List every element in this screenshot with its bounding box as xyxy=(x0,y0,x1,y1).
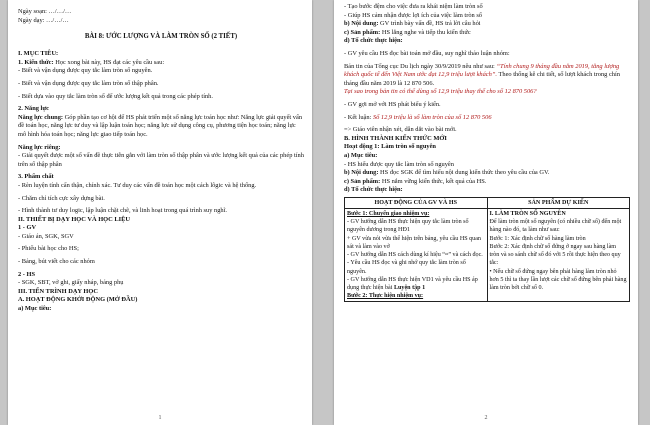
activity-content xyxy=(344,169,630,178)
activity-item: - GV hướng dẫn HS thực hiện quy tắc làm tròn số nguyên dương trong HĐ1 xyxy=(347,219,469,234)
quality-item: - Rèn luyện tính cẩn thận, chính xác. Tư duy các vấn đề toán học một cách lôgic và hệ thống. xyxy=(18,181,257,189)
knowledge-item: - Biết dựa vào quy tắc làm tròn số để ước lượng kết quả trong các phép tính. xyxy=(18,92,213,100)
goal-item: - Giúp HS cảm nhận được lợi ích của việc làm tròn số xyxy=(344,11,483,19)
section-process: III. TIẾN TRÌNH DẠY HỌC xyxy=(18,287,98,295)
table-header-activity: HOẠT ĐỘNG CỦA GV VÀ HS xyxy=(345,197,488,208)
competence-heading: 2. Năng lực xyxy=(18,105,49,113)
general-competence xyxy=(18,114,304,140)
activity-title: Hoạt động 1: Làm tròn số nguyên xyxy=(344,143,436,151)
activity-item: - Yêu cầu HS đọc và ghi nhớ quy tắc làm tròn số nguyên. xyxy=(347,260,466,275)
product-intro: Để làm tròn một số nguyên (có nhiều chữ số) đến một hàng nào đó, ta làm như sau: xyxy=(489,219,622,234)
step-hint: - GV gợi mở với HS phát biểu ý kiến. xyxy=(344,100,441,108)
hs-item: - SGK, SBT, vở ghi, giấy nháp, bảng phụ xyxy=(18,279,124,287)
activity-item-text: - GV hướng dẫn HS thực hiện VD1 và yêu cầu HS áp dụng thực hiện bài xyxy=(347,276,478,291)
general-label: Năng lực chung: xyxy=(18,113,64,121)
quote-pre: Bản tin của Tổng cục Du lịch ngày 30/9/2019 nêu như sau: xyxy=(344,62,497,70)
goal-label: a) Mục tiêu: xyxy=(18,305,52,313)
quality-item: - Hình thành tư duy logic, lập luận chặt chẽ, và linh hoạt trong quá trình suy nghĩ. xyxy=(18,207,227,215)
product-text: HS lắng nghe và tiếp thu kiến thức xyxy=(380,28,471,36)
prep-date-line: Ngày soạn: …/…/… xyxy=(18,8,72,15)
activity-item: + GV vừa nói vừa thể hiện trên bảng, yêu cầu HS quan sát và làm vào vở xyxy=(347,235,481,250)
activity-product xyxy=(344,178,630,187)
conclusion-label: - Kết luận: xyxy=(344,113,373,121)
knowledge-label: 1. Kiến thức: xyxy=(18,58,54,66)
document-page-1 xyxy=(8,0,312,425)
specific-item: - Giải quyết được một số vấn đề thực tiễn gắn với làm tròn số thập phân và ước lượng kết quả của các phép tính trên số thập phân xyxy=(18,152,304,168)
step2-label: Bước 2: Thực hiện nhiệm vụ: xyxy=(347,293,424,300)
product-cell xyxy=(487,209,630,302)
teacher-remark: => Giáo viên nhận xét, dẫn dắt vào bài mới. xyxy=(344,126,457,134)
section-equipment: II. THIẾT BỊ DẠY HỌC VÀ HỌC LIỆU xyxy=(18,215,130,223)
hs-heading: 2 - HS xyxy=(18,270,36,278)
document-page-2 xyxy=(334,0,638,425)
section-objectives: I. MỤC TIÊU: xyxy=(18,50,59,58)
product-step: • Nếu chữ số đứng ngay bên phải hàng làm tròn nhỏ hơn 5 thì ta thay lần lượt các chữ số đứng bên phải hàng làm tròn bởi chữ số 0. xyxy=(489,268,627,291)
lesson-title: BÀI 8: ƯỚC LƯỢNG VÀ LÀM TRÒN SỐ (2 TIẾT) xyxy=(84,33,238,41)
table-row xyxy=(345,209,630,302)
knowledge-text: Học xong bài này, HS đạt các yêu cầu sau: xyxy=(53,58,165,66)
activity-item-practice xyxy=(347,276,485,292)
activity-cell xyxy=(345,209,488,302)
goal-item: - Tạo bước đệm cho việc đưa ra khái niệm làm tròn số xyxy=(344,3,483,10)
activity-product-label: c) Sản phẩm: xyxy=(344,177,381,185)
activity-org-label: d) Tổ chức thực hiện: xyxy=(344,186,403,194)
knowledge-item: - Biết và vận dụng được quy tắc làm tròn số thập phân. xyxy=(18,79,159,87)
activity-product-text: HS nắm vững kiến thức, kết quả của HS. xyxy=(380,177,487,185)
content-label: b) Nội dung: xyxy=(344,20,379,28)
page-number: 2 xyxy=(484,415,488,421)
table-header-row xyxy=(345,197,630,208)
general-text: Góp phần tạo cơ hội để HS phát triển một số năng lực toán học như: Năng lực giải quyết vấn đề toán học, năng lực tư duy và lập luận toán học; năng lực sử dụng công cụ, phương tiện học toán; năng lực mô hình hóa toán học; năng lực giao tiếp toán học. xyxy=(18,113,303,138)
practice-label: Luyện tập 1 xyxy=(393,284,426,291)
specific-competence-label: Năng lực riêng: xyxy=(18,143,61,151)
quality-heading: 3. Phẩm chất xyxy=(18,173,54,181)
table-header-product: SẢN PHẨM DỰ KIẾN xyxy=(487,197,630,208)
activity-item: - GV hướng dẫn HS cách dùng kí hiệu “≈” và cách đọc. xyxy=(347,252,483,259)
conclusion-line xyxy=(344,114,630,123)
knowledge-paragraph xyxy=(18,59,304,68)
teach-date-line: Ngày dạy: …/…/… xyxy=(18,16,69,24)
product-step: Bước 2: Xác định chữ số đứng ở ngay sau hàng làm tròn và so sánh chữ số đó với 5 rồi thực hiện theo quy tắc: xyxy=(489,243,621,267)
gv-heading: 1 - GV xyxy=(18,224,37,232)
quote-italic: “Tính chung 9 tháng đầu năm 2019, tăng lượng khách quốc tế đến Việt Nam ước đạt 12,9 triệu lượt khách”. xyxy=(344,62,620,79)
activity-content-text: HS đọc SGK để tìm hiểu nội dung kiến thức theo yêu cầu của GV. xyxy=(378,169,550,177)
news-quote xyxy=(344,63,630,89)
gv-item: - Giáo án, SGK, SGV xyxy=(18,232,74,240)
knowledge-item: - Biết và vận dụng được quy tắc làm tròn số nguyên. xyxy=(18,67,153,75)
content-line xyxy=(344,20,630,29)
gv-item: - Bảng, bút viết cho các nhóm xyxy=(18,258,95,266)
org-label: d) Tổ chức thực hiện: xyxy=(344,37,403,45)
product-label: c) Sản phẩm: xyxy=(344,28,381,36)
quality-item: - Chăm chỉ tích cực xây dựng bài. xyxy=(18,194,105,202)
question-text: Tại sao trong bản tin có thể dùng số 12,9 triệu thay thế cho số 12 870 506? xyxy=(344,88,537,96)
product-step: Bước 1: Xác định chữ số hàng làm tròn xyxy=(489,235,586,242)
activity-content-label: b) Nội dung: xyxy=(344,169,379,177)
activity-goal: - HS hiểu được quy tắc làm tròn số nguyên xyxy=(344,160,454,168)
content-text: GV trình bày vấn đề, HS trả lời câu hỏi xyxy=(378,20,481,28)
section-new-knowledge: B. HÌNH THÀNH KIẾN THỨC MỚI xyxy=(344,134,447,142)
activity-goal-label: a) Mục tiêu: xyxy=(344,151,378,159)
page-number: 1 xyxy=(158,415,162,421)
section-warmup: A. HOẠT ĐỘNG KHỞI ĐỘNG (MỞ ĐẦU) xyxy=(18,296,138,304)
step1-label: Bước 1: Chuyển giao nhiệm vụ: xyxy=(347,211,430,218)
product-line xyxy=(344,29,630,38)
quote-post: Theo thống kê chi tiết, số lượt khách trong chín tháng đầu năm 2019 là 12 870 506. xyxy=(344,71,620,87)
conclusion-text: Số 12,9 triệu là số làm tròn của số 12 870 506 xyxy=(372,113,492,121)
product-heading: I. LÀM TRÒN SỐ NGUYÊN xyxy=(489,211,566,218)
activity-table xyxy=(344,197,630,302)
gv-item: - Phiếu bài học cho HS; xyxy=(18,245,79,253)
org-intro: - GV yêu cầu HS đọc bài toán mở đầu, suy nghĩ thảo luận nhóm: xyxy=(344,49,510,57)
